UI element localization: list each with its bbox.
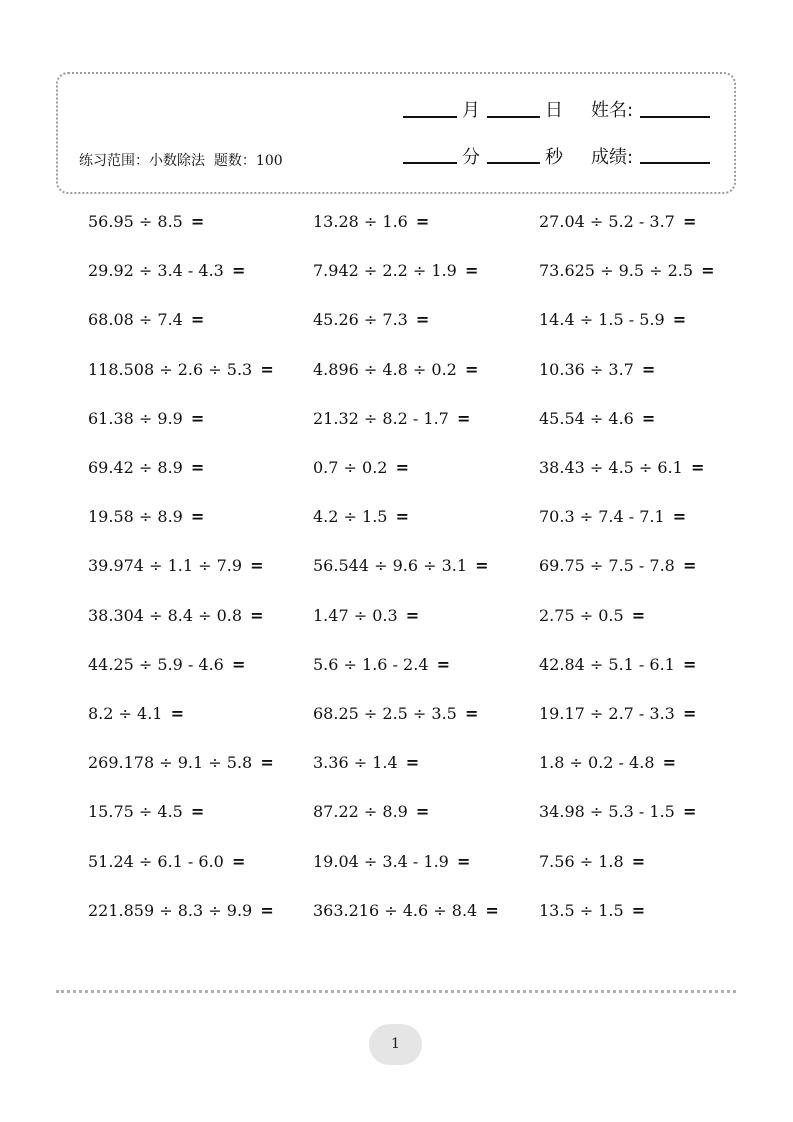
day-label: 日 [545, 100, 563, 121]
problem-expression: 13.5 ÷ 1.5 [539, 901, 624, 920]
day-blank[interactable] [487, 116, 540, 118]
problem-expression: 68.08 ÷ 7.4 [88, 310, 183, 329]
problem-item [539, 360, 655, 380]
footer-divider [56, 990, 736, 993]
problem-expression: 44.25 ÷ 5.9 - 4.6 [88, 655, 224, 674]
equals-sign: = [260, 753, 274, 772]
name-blank[interactable] [640, 116, 710, 118]
second-blank[interactable] [487, 162, 540, 164]
problem-item [539, 753, 676, 773]
equals-sign: = [682, 655, 697, 674]
equals-sign: = [231, 261, 246, 280]
problem-item [313, 753, 419, 773]
problem-item [88, 556, 264, 576]
problem-expression: 38.43 ÷ 4.5 ÷ 6.1 [539, 458, 683, 477]
minute-label: 分 [462, 147, 480, 168]
problem-item [539, 458, 704, 478]
problem-expression: 7.56 ÷ 1.8 [539, 852, 624, 871]
problem-expression: 7.942 ÷ 2.2 ÷ 1.9 [313, 261, 457, 280]
problem-expression: 14.4 ÷ 1.5 - 5.9 [539, 310, 665, 329]
problem-expression: 19.04 ÷ 3.4 - 1.9 [313, 852, 449, 871]
equals-sign: = [701, 261, 715, 280]
problem-item [88, 901, 274, 921]
month-blank[interactable] [403, 116, 457, 118]
problem-expression: 42.84 ÷ 5.1 - 6.1 [539, 655, 675, 674]
problem-expression: 118.508 ÷ 2.6 ÷ 5.3 [88, 360, 253, 379]
problem-expression: 70.3 ÷ 7.4 - 7.1 [539, 507, 665, 526]
problem-expression: 34.98 ÷ 5.3 - 1.5 [539, 802, 675, 821]
problem-item [539, 507, 686, 527]
equals-sign: = [260, 360, 274, 379]
problem-item [539, 212, 696, 232]
problem-item [539, 704, 696, 724]
problem-item [88, 753, 274, 773]
problem-expression: 363.216 ÷ 4.6 ÷ 8.4 [313, 901, 478, 920]
problem-item [88, 261, 245, 281]
problem-item [313, 507, 409, 527]
problem-item [313, 360, 478, 380]
problem-expression: 45.54 ÷ 4.6 [539, 409, 634, 428]
equals-sign: = [682, 704, 697, 723]
problem-item [539, 901, 645, 921]
equals-sign: = [231, 655, 246, 674]
equals-sign: = [475, 556, 489, 575]
problem-expression: 56.544 ÷ 9.6 ÷ 3.1 [313, 556, 468, 575]
page-number: 1 [369, 1024, 422, 1065]
problem-expression: 1.8 ÷ 0.2 - 4.8 [539, 753, 655, 772]
equals-sign: = [190, 310, 205, 329]
count-label: 题数： [213, 153, 256, 169]
minute-blank[interactable] [403, 162, 457, 164]
equals-sign: = [631, 852, 646, 871]
problem-item [313, 802, 429, 822]
problem-expression: 29.92 ÷ 3.4 - 4.3 [88, 261, 224, 280]
second-label: 秒 [545, 147, 563, 168]
equals-sign: = [456, 409, 471, 428]
problem-item [88, 802, 204, 822]
equals-sign: = [641, 360, 656, 379]
problem-item [88, 655, 245, 675]
equals-sign: = [631, 606, 646, 625]
problem-item [88, 458, 204, 478]
equals-sign: = [395, 458, 409, 477]
equals-sign: = [464, 261, 479, 280]
problem-item [539, 409, 655, 429]
month-label: 月 [462, 100, 480, 121]
problem-expression: 4.896 ÷ 4.8 ÷ 0.2 [313, 360, 457, 379]
problem-expression: 3.36 ÷ 1.4 [313, 753, 398, 772]
problem-expression: 15.75 ÷ 4.5 [88, 802, 183, 821]
problem-expression: 69.75 ÷ 7.5 - 7.8 [539, 556, 675, 575]
equals-sign: = [662, 753, 676, 772]
problem-item [88, 310, 204, 330]
score-blank[interactable] [640, 162, 710, 164]
equals-sign: = [260, 901, 274, 920]
problem-item [313, 901, 499, 921]
equals-sign: = [231, 852, 246, 871]
equals-sign: = [395, 507, 409, 526]
equals-sign: = [682, 556, 697, 575]
equals-sign: = [405, 606, 420, 625]
problem-expression: 21.32 ÷ 8.2 - 1.7 [313, 409, 449, 428]
problem-item [88, 507, 204, 527]
equals-sign: = [250, 556, 264, 575]
equals-sign: = [682, 212, 697, 231]
problem-expression: 45.26 ÷ 7.3 [313, 310, 408, 329]
equals-sign: = [190, 507, 205, 526]
problem-item [313, 606, 419, 626]
range-label: 练习范围：小数除法 [79, 153, 205, 169]
equals-sign: = [456, 852, 471, 871]
equals-sign: = [190, 458, 205, 477]
equals-sign: = [464, 360, 479, 379]
problem-expression: 4.2 ÷ 1.5 [313, 507, 388, 526]
problem-item [88, 852, 245, 872]
equals-sign: = [415, 310, 430, 329]
problem-item [313, 458, 409, 478]
problem-expression: 61.38 ÷ 9.9 [88, 409, 183, 428]
problem-item [88, 360, 274, 380]
problem-item [539, 606, 645, 626]
problem-expression: 1.47 ÷ 0.3 [313, 606, 398, 625]
problem-item [539, 261, 715, 281]
equals-sign: = [170, 704, 184, 723]
problem-expression: 68.25 ÷ 2.5 ÷ 3.5 [313, 704, 457, 723]
equals-sign: = [690, 458, 705, 477]
equals-sign: = [641, 409, 656, 428]
problem-item [313, 212, 429, 232]
header-box [56, 72, 736, 194]
equals-sign: = [415, 212, 430, 231]
equals-sign: = [485, 901, 499, 920]
equals-sign: = [190, 802, 205, 821]
problem-expression: 10.36 ÷ 3.7 [539, 360, 634, 379]
equals-sign: = [672, 507, 687, 526]
problem-item [313, 261, 478, 281]
equals-sign: = [405, 753, 420, 772]
problem-expression: 221.859 ÷ 8.3 ÷ 9.9 [88, 901, 253, 920]
problem-expression: 8.2 ÷ 4.1 [88, 704, 163, 723]
problem-expression: 38.304 ÷ 8.4 ÷ 0.8 [88, 606, 243, 625]
equals-sign: = [682, 802, 697, 821]
problem-expression: 19.17 ÷ 2.7 - 3.3 [539, 704, 675, 723]
problem-expression: 5.6 ÷ 1.6 - 2.4 [313, 655, 429, 674]
equals-sign: = [190, 409, 205, 428]
equals-sign: = [436, 655, 450, 674]
problem-item [313, 310, 429, 330]
name-label: 姓名: [591, 100, 634, 121]
problem-item [88, 409, 204, 429]
problem-expression: 69.42 ÷ 8.9 [88, 458, 183, 477]
problem-item [313, 556, 489, 576]
problem-expression: 39.974 ÷ 1.1 ÷ 7.9 [88, 556, 243, 575]
equals-sign: = [672, 310, 687, 329]
count-value: 100 [255, 153, 283, 169]
equals-sign: = [464, 704, 479, 723]
problem-expression: 19.58 ÷ 8.9 [88, 507, 183, 526]
problem-item [313, 704, 478, 724]
problem-expression: 73.625 ÷ 9.5 ÷ 2.5 [539, 261, 694, 280]
equals-sign: = [190, 212, 205, 231]
problem-expression: 13.28 ÷ 1.6 [313, 212, 408, 231]
problem-expression: 56.95 ÷ 8.5 [88, 212, 183, 231]
problem-item [88, 606, 264, 626]
problem-expression: 87.22 ÷ 8.9 [313, 802, 408, 821]
problem-item [539, 802, 696, 822]
problem-item [539, 852, 645, 872]
problem-item [313, 655, 450, 675]
problem-item [313, 852, 470, 872]
score-label: 成绩: [591, 147, 634, 168]
problem-item [88, 212, 204, 232]
equals-sign: = [250, 606, 264, 625]
problem-expression: 0.7 ÷ 0.2 [313, 458, 388, 477]
problem-item [539, 556, 696, 576]
problem-expression: 27.04 ÷ 5.2 - 3.7 [539, 212, 675, 231]
equals-sign: = [631, 901, 646, 920]
problem-expression: 2.75 ÷ 0.5 [539, 606, 624, 625]
problem-expression: 269.178 ÷ 9.1 ÷ 5.8 [88, 753, 253, 772]
problem-item [88, 704, 184, 724]
problem-item [313, 409, 470, 429]
problem-item [539, 655, 696, 675]
problem-expression: 51.24 ÷ 6.1 - 6.0 [88, 852, 224, 871]
practice-info [79, 150, 283, 170]
problem-item [539, 310, 686, 330]
equals-sign: = [415, 802, 430, 821]
